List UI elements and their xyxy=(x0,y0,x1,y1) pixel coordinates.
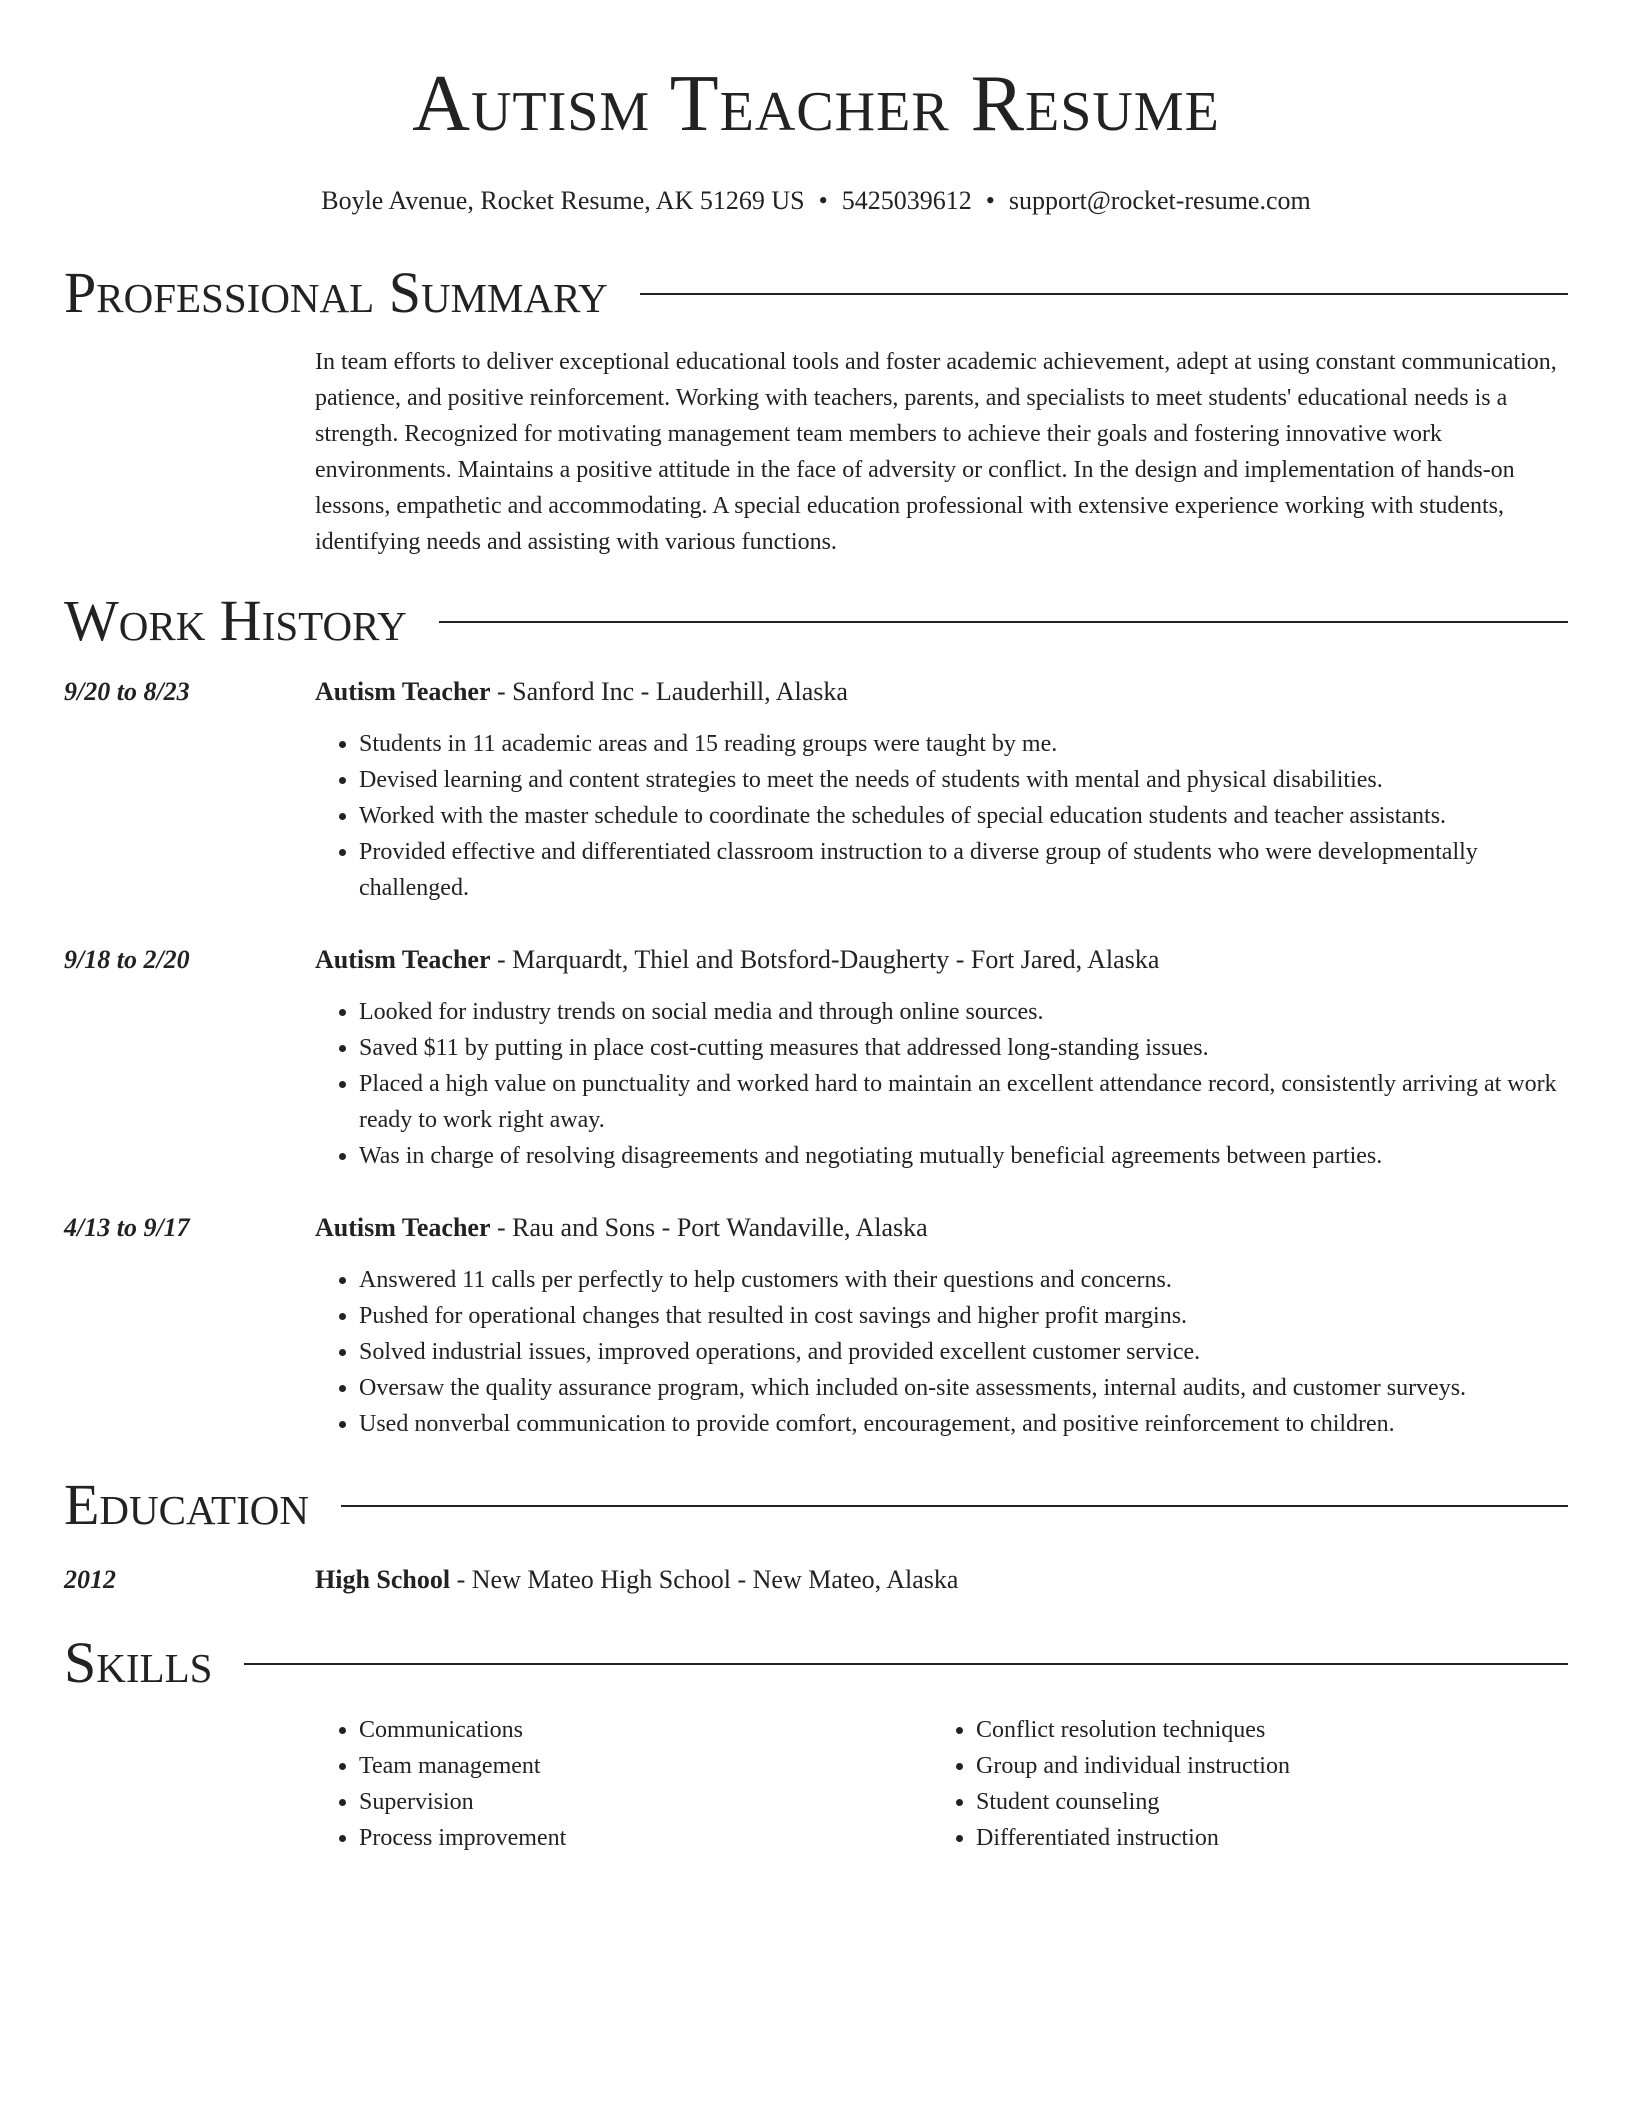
contact-line xyxy=(64,184,1568,218)
contact-email: support@rocket-resume.com xyxy=(1008,186,1311,215)
skill-item: • Communications xyxy=(359,1712,932,1748)
contact-separator: • xyxy=(985,186,995,215)
job-details: - Sanford Inc - Lauderhill, Alaska xyxy=(490,677,848,706)
education-year: 2012 xyxy=(64,1565,116,1594)
job-bullet: • Used nonverbal communication to provide comfort, encouragement, and positive reinforcement to children. xyxy=(359,1406,1568,1442)
job-details: - Marquardt, Thiel and Botsford-Daugherty - Fort Jared, Alaska xyxy=(490,945,1160,974)
section-divider xyxy=(439,621,1568,623)
skill-item: • Process improvement xyxy=(359,1820,932,1856)
section-title-work-history: Work History xyxy=(64,588,407,653)
job-details: - Rau and Sons - Port Wandaville, Alaska xyxy=(490,1213,928,1242)
summary-text: In team efforts to deliver exceptional educational tools and foster academic achievement, adept at using constant communication, patience, and positive reinforcement. Working with teachers, parents, and specialists to meet students' educational needs is a strength. Recognized for motivating management team members to achieve their goals and fostering innovative work environments. Maintains a positive attitude in the face of adversity or conflict. In the design and implementation of hands-on lessons, empathetic and accommodating. A special education professional with extensive experience working with students, identifying needs and assisting with various functions. xyxy=(315,349,1557,555)
job-heading xyxy=(315,942,1568,978)
job-bullet: • Saved $11 by putting in place cost-cutting measures that addressed long-standing issues. xyxy=(359,1030,1568,1066)
section-header xyxy=(64,258,1568,328)
job-dates: 4/13 to 9/17 xyxy=(64,1213,190,1242)
skill-item: • Conflict resolution techniques xyxy=(976,1712,1549,1748)
section-divider xyxy=(640,293,1568,295)
job-dates: 9/18 to 2/20 xyxy=(64,945,190,974)
section-title-education: Education xyxy=(64,1472,309,1537)
job-bullets xyxy=(315,1262,1568,1442)
education-title: High School xyxy=(315,1565,451,1594)
section-title-skills: Skills xyxy=(64,1630,213,1695)
section-education xyxy=(64,1470,1568,1598)
job-bullet: • Was in charge of resolving disagreements and negotiating mutually beneficial agreements between parties. xyxy=(359,1138,1568,1174)
skill-item: • Student counseling xyxy=(976,1784,1549,1820)
job-bullet: • Oversaw the quality assurance program, which included on-site assessments, internal audits, and customer surveys. xyxy=(359,1370,1568,1406)
resume-name: Autism Teacher Resume xyxy=(412,60,1220,148)
skills-list xyxy=(932,1712,1549,1856)
section-divider xyxy=(244,1663,1568,1665)
job-heading xyxy=(315,1210,1568,1246)
section-divider xyxy=(341,1505,1568,1507)
section-professional-summary xyxy=(64,258,1568,560)
education-heading xyxy=(315,1562,958,1598)
job-heading xyxy=(315,674,1568,710)
section-title-summary: Professional Summary xyxy=(64,260,608,325)
job-body xyxy=(315,1210,1568,1442)
job-bullet: • Devised learning and content strategies to meet the needs of students with mental and physical disabilities. xyxy=(359,762,1568,798)
education-details: - New Mateo High School - New Mateo, Alaska xyxy=(450,1565,959,1594)
skills-column-right xyxy=(932,1712,1549,1856)
section-skills xyxy=(64,1628,1568,1856)
resume-header xyxy=(64,0,1568,218)
job-entry xyxy=(64,1210,1568,1442)
contact-phone: 5425039612 xyxy=(841,186,972,215)
job-entry xyxy=(64,942,1568,1174)
skill-item: • Differentiated instruction xyxy=(976,1820,1549,1856)
skill-item: • Team management xyxy=(359,1748,932,1784)
section-header xyxy=(64,1470,1568,1540)
section-header xyxy=(64,1628,1568,1698)
job-title: Autism Teacher xyxy=(315,1213,491,1242)
section-work-history xyxy=(64,586,1568,1442)
job-bullet: • Worked with the master schedule to coordinate the schedules of special education students and teacher assistants. xyxy=(359,798,1568,834)
skills-grid xyxy=(315,1712,1568,1856)
job-bullet: • Placed a high value on punctuality and worked hard to maintain an excellent attendance record, consistently arriving at work ready to work right away. xyxy=(359,1066,1568,1138)
job-title: Autism Teacher xyxy=(315,677,491,706)
job-title: Autism Teacher xyxy=(315,945,491,974)
job-bullet: • Pushed for operational changes that resulted in cost savings and higher profit margins. xyxy=(359,1298,1568,1334)
job-dates: 9/20 to 8/23 xyxy=(64,677,190,706)
skill-item: • Supervision xyxy=(359,1784,932,1820)
skills-column-left xyxy=(315,1712,932,1856)
job-bullet: • Solved industrial issues, improved operations, and provided excellent customer service. xyxy=(359,1334,1568,1370)
job-bullets xyxy=(315,994,1568,1174)
contact-address: Boyle Avenue, Rocket Resume, AK 51269 US xyxy=(321,186,805,215)
section-header xyxy=(64,586,1568,656)
job-bullet: • Looked for industry trends on social media and through online sources. xyxy=(359,994,1568,1030)
job-bullet: • Students in 11 academic areas and 15 reading groups were taught by me. xyxy=(359,726,1568,762)
skill-item: • Group and individual instruction xyxy=(976,1748,1549,1784)
job-body xyxy=(315,674,1568,906)
contact-separator: • xyxy=(818,186,828,215)
skills-list xyxy=(315,1712,932,1856)
education-entry xyxy=(64,1562,1568,1598)
job-entry xyxy=(64,674,1568,906)
job-body xyxy=(315,942,1568,1174)
job-bullet: • Answered 11 calls per perfectly to help customers with their questions and concerns. xyxy=(359,1262,1568,1298)
job-bullets xyxy=(315,726,1568,906)
job-bullet: • Provided effective and differentiated classroom instruction to a diverse group of students who were developmentally challenged. xyxy=(359,834,1568,906)
